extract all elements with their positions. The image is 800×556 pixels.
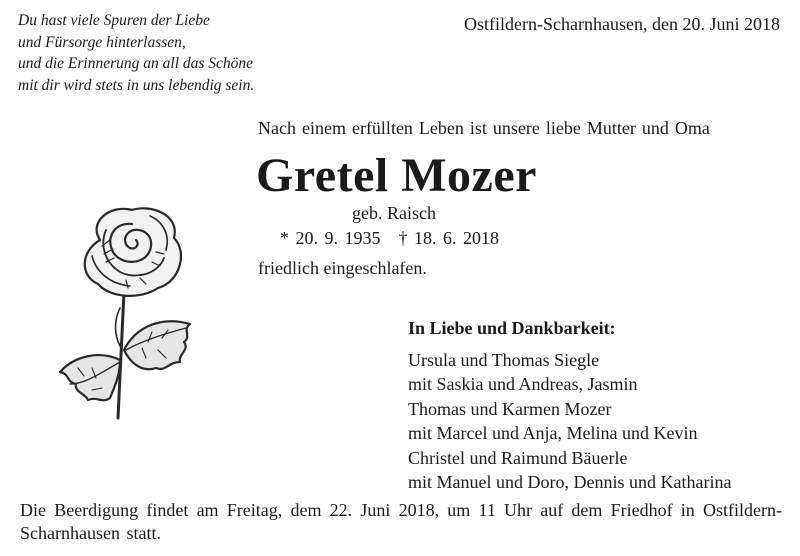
motto-line: und die Erinnerung an all das Schöne (18, 55, 254, 72)
rose-drawing-icon (40, 200, 210, 440)
funeral-notice: Die Beerdigung findet am Freitag, dem 22. Juni 2018, um 11 Uhr auf dem Friedhof in Ostfildern-Scharnhausen statt. (20, 500, 782, 543)
deceased-name: Gretel Mozer (256, 149, 537, 202)
motto-line: Du hast viele Spuren der Liebe (18, 12, 210, 29)
intro-text: Nach einem erfüllten Leben ist unsere liebe Mutter und Oma (258, 118, 710, 138)
death-date: † 18. 6. 2018 (398, 228, 499, 248)
mourner-line: Thomas und Karmen Mozer (408, 398, 612, 419)
mourners-heading: In Liebe und Dankbarkeit: (408, 318, 616, 338)
passed-text: friedlich eingeschlafen. (258, 258, 427, 278)
motto-line: und Fürsorge hinterlassen, (18, 33, 186, 51)
mourners-list (408, 316, 731, 495)
mourner-line: Christel und Raimund Bäuerle (408, 447, 628, 468)
birth-date: * 20. 9. 1935 (280, 228, 381, 248)
motto-line: mit dir wird stets in uns lebendig sein. (18, 76, 255, 94)
place-date-line: Ostfildern-Scharnhausen, den 20. Juni 2018 (464, 14, 780, 34)
mourner-line: Ursula und Thomas Siegle (408, 349, 600, 370)
mourner-line: mit Saskia und Andreas, Jasmin (408, 374, 638, 394)
maiden-name: geb. Raisch (352, 203, 436, 223)
motto-verse (18, 10, 254, 96)
mourner-line: mit Marcel und Anja, Melina und Kevin (408, 423, 698, 443)
life-dates (280, 228, 517, 249)
mourner-line: mit Manuel und Doro, Dennis und Katharina (408, 472, 732, 492)
